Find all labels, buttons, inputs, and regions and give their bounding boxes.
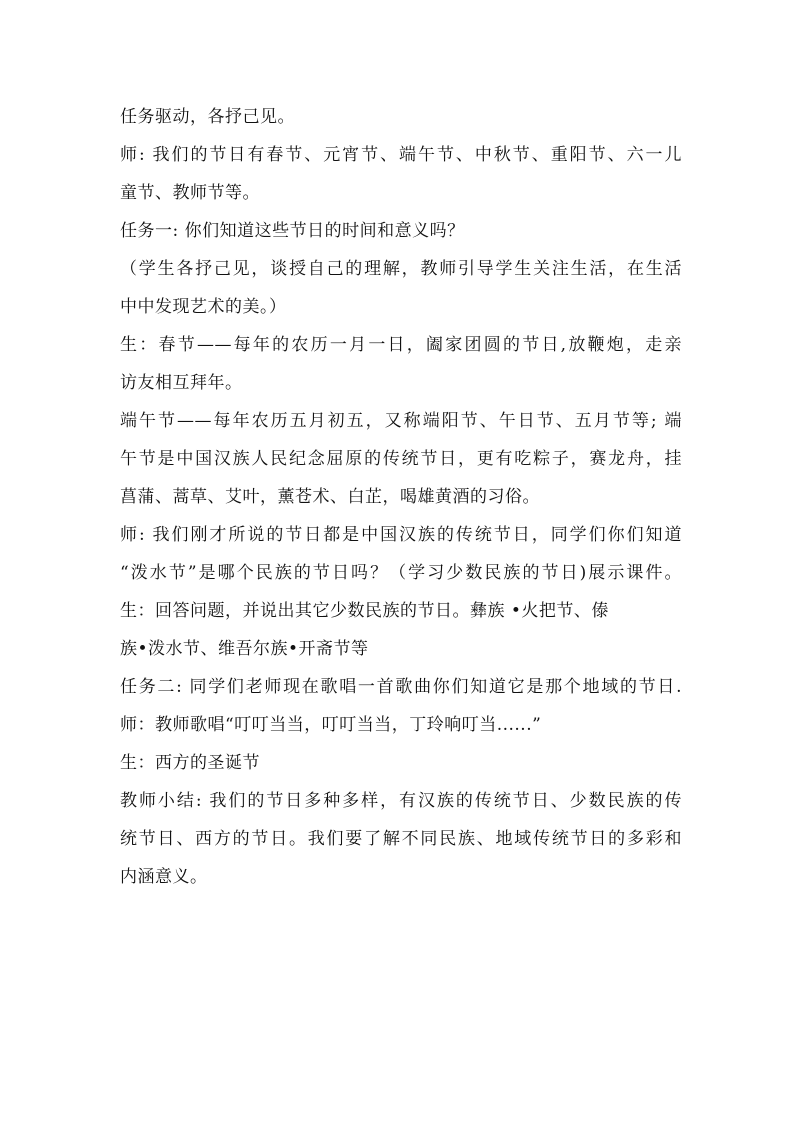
text-line: 端午节——每年农历五月初五，又称端阳节、午日节、五月节等; 端 [120,411,682,431]
text-line: “泼水节”是哪个民族的节日吗？（学习少数民族的节日)展示课件。 [120,563,682,583]
text-line: （学生各抒己见，谈授自己的理解，教师引导学生关注生活，在生活 [120,259,682,279]
text-line: 师: 我们刚才所说的节日都是中国汉族的传统节日，同学们你们知道 [120,525,682,545]
text-line: 生：回答问题，并说出其它少数民族的节日。彝族 •火把节、傣 [120,601,609,621]
text-line: 童节、教师节等。 [120,183,260,203]
text-line: 访友相互拜年。 [120,373,243,393]
text-line: 师: 我们的节日有春节、元宵节、端午节、中秋节、重阳节、六一儿 [120,145,682,165]
text-line: 任务二: 同学们老师现在歌唱一首歌曲你们知道它是那个地域的节日. [120,677,682,697]
text-line: 内涵意义。 [120,867,208,887]
text-line: 师：教师歌唱“叮叮当当，叮叮当当，丁玲响叮当......” [120,715,542,735]
text-line: 菖蒲、蒿草、艾叶，薰苍术、白芷，喝雄黄酒的习俗。 [120,487,540,507]
text-line: 生：西方的圣诞节 [120,753,260,773]
document-body [120,98,682,896]
text-line: 午节是中国汉族人民纪念屈原的传统节日，更有吃粽子，赛龙舟，挂 [120,449,682,469]
text-line: 任务一: 你们知道这些节日的时间和意义吗？ [120,221,465,241]
text-line: 族•泼水节、维吾尔族•开斋节等 [120,639,369,659]
text-line: 教师小结: 我们的节日多种多样，有汉族的传统节日、少数民族的传 [120,791,682,811]
text-line: 统节日、西方的节日。我们要了解不同民族、地域传统节日的多彩和 [120,829,682,849]
text-line: 任务驱动，各抒己见。 [120,107,295,127]
text-line: 中中发现艺术的美。） [120,297,287,317]
text-line: 生：春节——每年的农历一月一日，阖家团圆的节日,放鞭炮，走亲 [120,335,682,355]
